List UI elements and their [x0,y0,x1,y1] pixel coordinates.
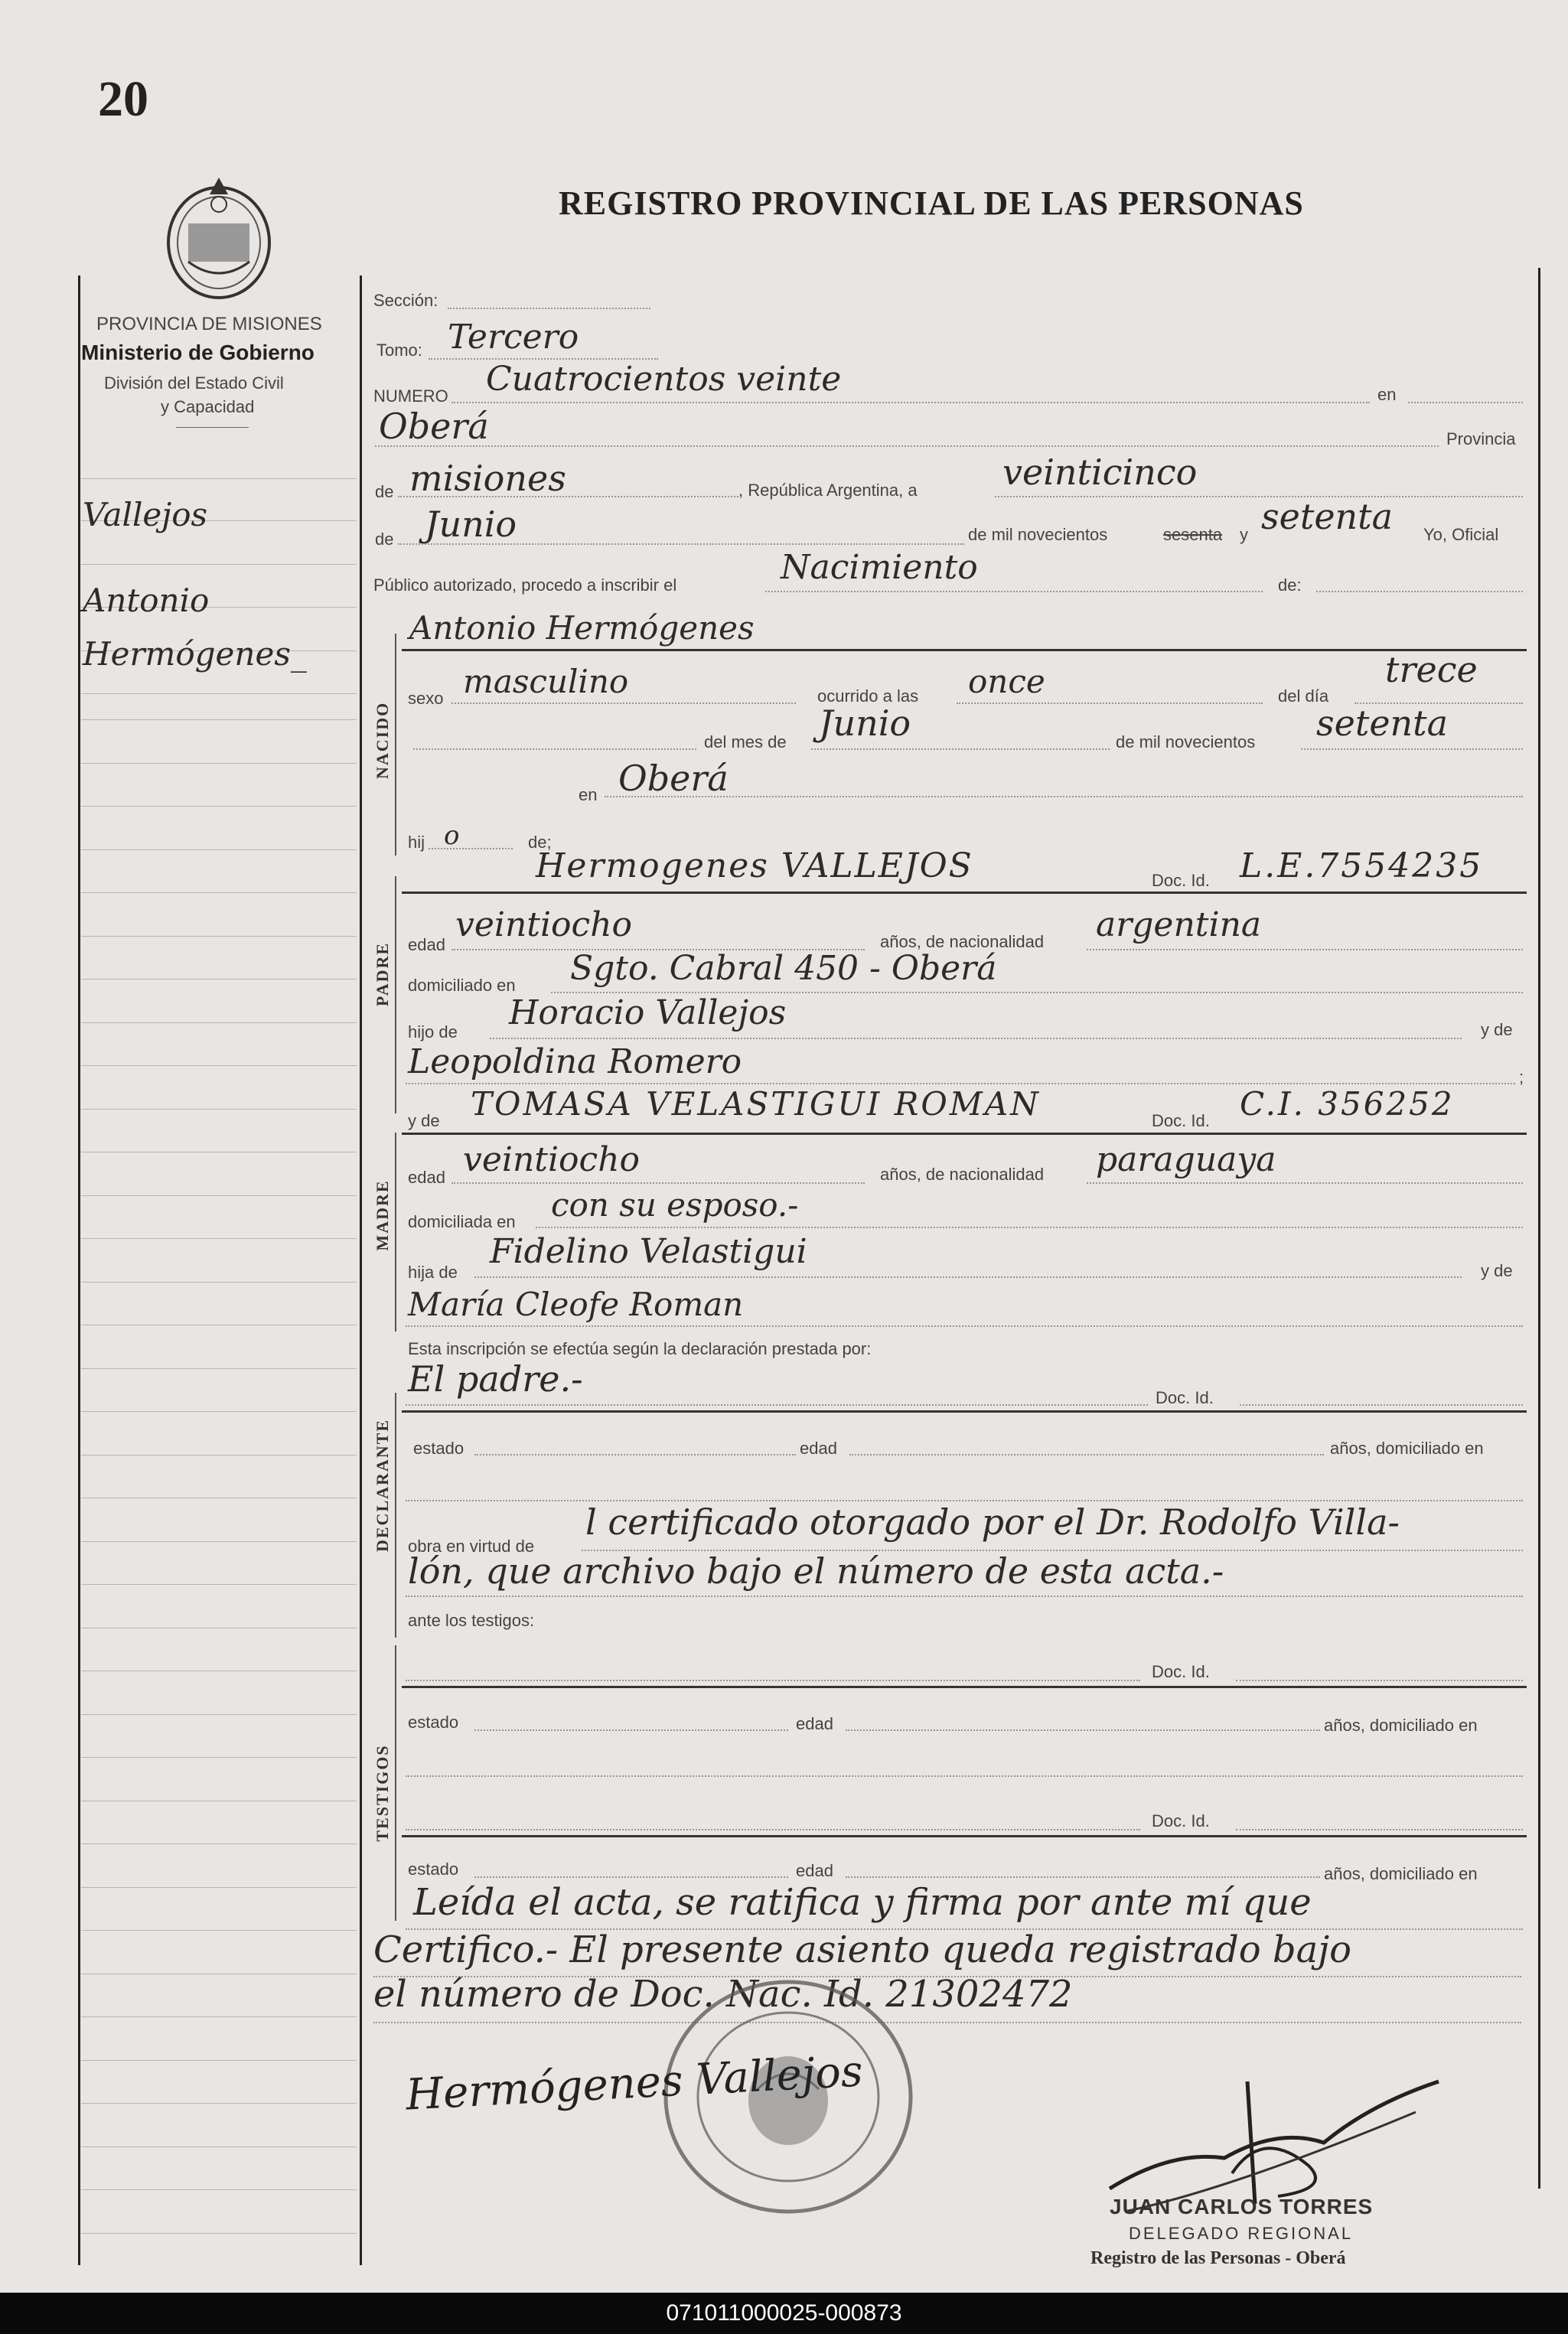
rule-declarante-top [402,1410,1527,1413]
line-testigo-1 [406,1680,1140,1681]
line-edad-testigo-2 [846,1876,1320,1878]
rule-testigo-1 [402,1686,1527,1688]
label-doc-declarante: Doc. Id. [1156,1388,1214,1407]
label-mil-novecientos-2: de mil novecientos [1116,732,1256,751]
line-padre-hijo-de [490,1038,1462,1039]
value-sexo: masculino [463,663,629,700]
label-domiciliado-declarante: años, domiciliado en [1330,1439,1484,1458]
line-numero [451,402,1370,403]
line-testigo-1-domicilio [406,1775,1523,1777]
line-hora [957,702,1263,704]
padre-bracket [395,876,396,1113]
line-edad-declarante [849,1454,1324,1455]
label-nac-padre: años, de nacionalidad [880,932,1045,951]
label-edad-testigo-2: edad [796,1861,833,1880]
label-y-de-madre: y de [408,1111,440,1130]
value-tomo: Tercero [448,318,579,357]
value-padre-y-de: Leopoldina Romero [408,1042,742,1081]
label-yo-oficial: Yo, Oficial [1423,525,1499,544]
value-padre-hijo-de: Horacio Vallejos [509,993,787,1032]
line-mes-acta [398,543,964,545]
closing-line-2: Certifico.- El presente asiento queda registrado bajo [373,1928,1351,1971]
value-dia: trece [1385,649,1478,690]
label-republica: , República Argentina, a [738,481,918,500]
label-publico: Público autorizado, procedo a inscribir el [373,575,677,595]
value-lugar: Oberá [618,758,729,799]
value-padre-domicilio: Sgto. Cabral 450 - Oberá [570,949,997,988]
label-esta-inscripcion: Esta inscripción se efectúa según la declaración prestada por: [408,1339,872,1358]
label-estado-testigo-1: estado [408,1713,459,1732]
line-provincia [398,496,738,497]
line-mes [811,748,1110,750]
label-estado-declarante: estado [413,1439,465,1458]
label-en-2: en [579,785,598,804]
line-madre-domicilio [536,1227,1523,1228]
label-de-colon: de: [1278,575,1302,595]
label-sesenta: sesenta [1163,525,1223,544]
label-domiciliado-testigo-1: años, domiciliado en [1324,1716,1478,1735]
issuer-division: División del Estado Civil [104,373,284,393]
rule-testigo-2 [402,1835,1527,1837]
footer-id: 071011000025-000873 [666,2300,902,2326]
closing-line-1: Leída el acta, se ratifica y firma por ante mí que [413,1881,1312,1924]
value-madre-y-de: María Cleofe Roman [408,1286,744,1323]
label-domiciliada: domiciliada en [408,1212,516,1231]
line-doc-testigo-1 [1236,1680,1523,1681]
issuer-division-2: y Capacidad [161,397,255,416]
label-hija-de: hija de [408,1263,458,1282]
left-margin-rule [78,275,80,2265]
value-mes: Junio [819,702,911,744]
line-sexo [451,702,796,704]
label-del-mes: del mes de [704,732,787,751]
value-anio: setenta [1316,702,1449,744]
value-padre-nacionalidad: argentina [1096,905,1262,944]
rule-padre-top [402,892,1527,894]
label-ocurrido: ocurrido a las [817,686,919,706]
line-estado-declarante [474,1454,796,1455]
label-domiciliado-padre: domiciliado en [408,976,516,995]
issuer-divider [176,427,249,428]
label-seccion: Sección: [373,291,438,310]
label-mil-novecientos: de mil novecientos [968,525,1108,544]
issuer-province: PROVINCIA DE MISIONES [96,314,322,334]
declarante-bracket [395,1393,396,1638]
label-obra-en-virtud: obra en virtud de [408,1537,535,1556]
label-y: y [1240,525,1248,544]
value-obra-1: l certificado otorgado por el Dr. Rodolfo Villa- [585,1501,1400,1543]
middle-rule [360,275,362,2265]
label-del-dia: del día [1278,686,1329,706]
right-rule [1538,268,1540,2189]
label-doc-testigo-2: Doc. Id. [1152,1811,1210,1830]
line-seccion [448,308,650,309]
label-estado-testigo-2: estado [408,1860,459,1879]
line-madre-edad [451,1182,865,1184]
official-title: DELEGADO REGIONAL [1129,2224,1354,2243]
value-inscripcion: Nacimiento [781,548,978,587]
value-hij: o [444,820,460,851]
margin-note-name-2: Hermógenes_ [83,635,307,673]
line-padre-y-de [406,1083,1515,1084]
label-ante-testigos: ante los testigos: [408,1611,535,1630]
label-y-de-madre-2: y de [1481,1261,1513,1280]
issuer-ministry: Ministerio de Gobierno [81,341,315,364]
testigos-bracket [395,1645,396,1921]
line-estado-testigo-2 [474,1876,788,1878]
value-mes-acta: Junio [425,504,517,545]
label-y-de-padre: y de [1481,1020,1513,1039]
value-padre-doc: L.E.7554235 [1240,846,1484,885]
label-edad-madre: edad [408,1168,445,1187]
label-nac-madre: años, de nacionalidad [880,1165,1045,1184]
line-hij [429,848,513,849]
label-hijo-de: hijo de [408,1022,458,1041]
value-anio-acta: setenta [1261,496,1394,537]
official-office: Registro de las Personas - Oberá [1090,2248,1346,2268]
line-obra-2 [406,1596,1523,1597]
line-edad-testigo-1 [846,1729,1320,1731]
value-declarante: El padre.- [408,1358,583,1400]
line-anio [1301,748,1523,750]
label-semicolon: ; [1519,1068,1524,1087]
line-padre-nac [1087,949,1523,950]
label-doc-madre: Doc. Id. [1152,1111,1210,1130]
line-mes-pre [413,748,696,750]
value-numero: Cuatrocientos veinte [486,360,842,399]
nacido-bracket [395,634,396,856]
line-madre-hija-de [474,1276,1462,1278]
line-dia-acta [995,496,1523,497]
closing-line-3: el número de Doc. Nac. Id. 21302472 [373,1973,1073,2016]
section-label-testigos: TESTIGOS [373,1744,392,1842]
line-declarante [406,1404,1148,1406]
value-dia-acta: veinticinco [1002,451,1198,493]
section-label-madre: MADRE [373,1179,392,1251]
line-inscripcion [765,591,1263,592]
label-edad-padre: edad [408,935,445,954]
line-closing-3 [373,2022,1521,2023]
value-en: Oberá [379,406,489,447]
section-label-padre: PADRE [373,941,392,1007]
margin-note-surname: Vallejos [83,496,208,533]
line-lugar [605,796,1523,797]
line-de-colon-tail [1316,591,1523,592]
value-hora: once [968,663,1045,700]
value-padre-edad: veintiocho [455,905,633,944]
label-edad-testigo-1: edad [796,1714,833,1733]
label-doc-testigo-1: Doc. Id. [1152,1662,1210,1681]
value-madre-doc: C.I. 356252 [1240,1085,1455,1123]
value-obra-2: lón, que archivo bajo el número de esta acta.- [408,1550,1224,1592]
page-number: 20 [98,71,148,127]
label-sexo: sexo [408,689,444,708]
madre-bracket [395,1133,396,1332]
label-de-2: de [375,530,394,549]
value-madre-nacionalidad: paraguaya [1096,1140,1276,1179]
line-en [375,445,1439,447]
line-madre-nac [1087,1182,1523,1184]
official-name: JUAN CARLOS TORRES [1110,2195,1374,2218]
declarant-signature: Hermógenes Vallejos [404,2046,865,2120]
rule-nacido-top [402,649,1527,651]
section-label-nacido: NACIDO [373,701,392,779]
footer-bar [0,2293,1568,2334]
label-de-semicolon: de; [528,833,552,852]
line-doc-declarante [1240,1404,1523,1406]
label-doc-padre: Doc. Id. [1152,871,1210,890]
label-edad-declarante: edad [800,1439,837,1458]
value-madre-domicilio: con su esposo.- [551,1186,799,1224]
coat-of-arms-icon [158,170,280,306]
line-madre-y-de [406,1325,1523,1327]
margin-note-name: Antonio [83,582,210,619]
label-numero: NUMERO [373,386,448,406]
line-en-tail [1408,402,1523,403]
value-provincia: misiones [409,458,566,499]
value-madre-nombre: TOMASA VELASTIGUI ROMAN [471,1085,1041,1123]
label-en: en [1377,385,1397,404]
label-tomo: Tomo: [377,341,422,360]
line-testigo-2 [406,1829,1140,1830]
label-de-1: de [375,482,394,501]
value-madre-hija-de: Fidelino Velastigui [490,1232,807,1271]
section-label-declarante: DECLARANTE [373,1418,392,1552]
value-madre-edad: veintiocho [463,1140,641,1179]
rule-madre-top [402,1133,1527,1135]
value-nombre: Antonio Hermógenes [409,609,755,647]
document-title: REGISTRO PROVINCIAL DE LAS PERSONAS [559,184,1304,222]
label-domiciliado-testigo-2: años, domiciliado en [1324,1864,1478,1883]
label-provincia: Provincia [1446,429,1516,448]
label-hij: hij [408,833,425,852]
line-estado-testigo-1 [474,1729,788,1731]
line-doc-testigo-2 [1236,1829,1523,1830]
value-padre-nombre: Hermogenes VALLEJOS [536,846,973,885]
